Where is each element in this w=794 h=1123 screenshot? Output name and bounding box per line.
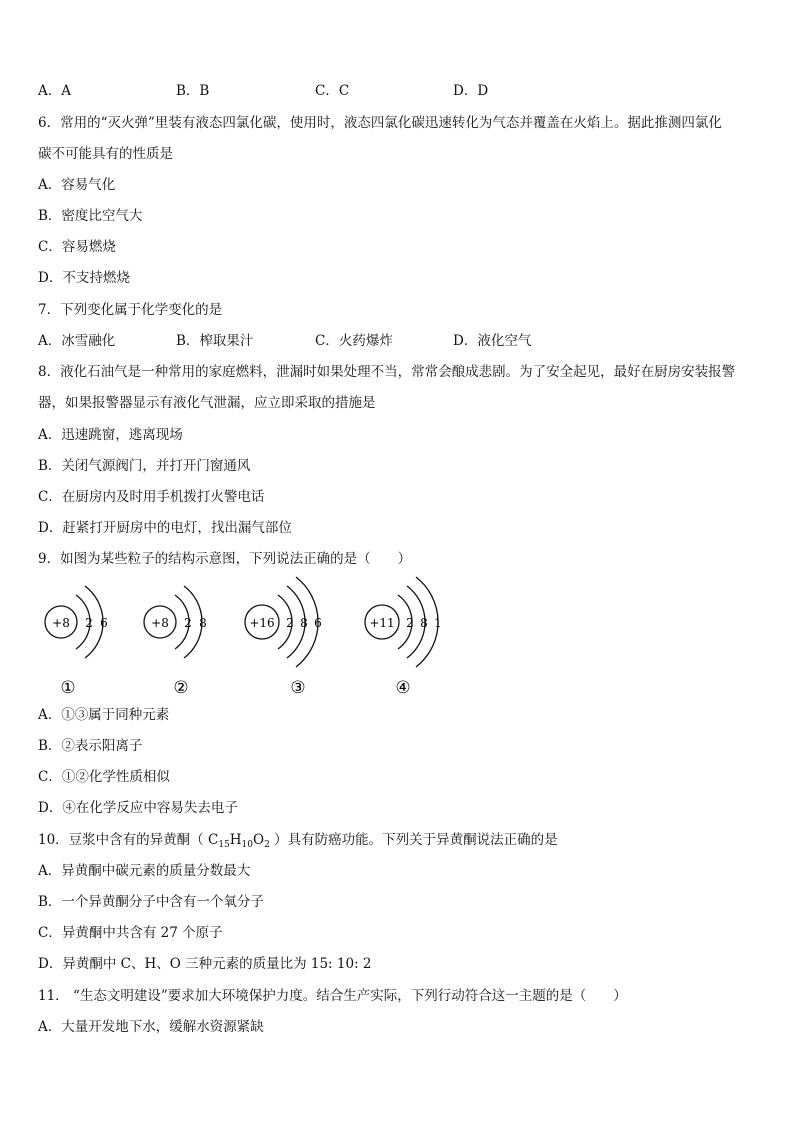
atom-3-shell-1: 2 — [286, 616, 294, 630]
atom-1-label: ① — [60, 678, 76, 698]
atom-3-shell-2: 8 — [300, 616, 308, 630]
atom-2-nucleus: +8 — [151, 616, 169, 630]
atom-4-nucleus: +11 — [369, 616, 395, 630]
q6-option-c: C．容易燃烧 — [38, 239, 116, 255]
q5-option-c: C．C — [315, 83, 350, 99]
atom-3-nucleus: +16 — [249, 616, 275, 630]
q8-stem-line2: 器，如果报警器显示有液化气泄漏，应立即采取的措施是 — [38, 395, 376, 411]
q10-option-c: C．异黄酮中共含有 27 个原子 — [38, 925, 223, 941]
atom-1-shell-2: 6 — [100, 616, 108, 630]
q10-stem-post: ）具有防癌功能。下列关于异黄酮说法正确的是 — [269, 832, 558, 848]
q8-option-a: A．迅速跳窗，逃离现场 — [38, 427, 183, 443]
q10-stem — [38, 831, 558, 854]
q9-option-c: C．①②化学性质相似 — [38, 769, 170, 785]
q8-option-d: D．赶紧打开厨房中的电灯，找出漏气部位 — [38, 520, 292, 536]
q10-sub-o: 2 — [264, 840, 270, 850]
q5-option-a: A．A — [38, 83, 71, 99]
q11-stem: 11． “生态文明建设”要求加大环境保护力度。结合生产实际，下列行动符合这一主题的是（ ） — [38, 988, 627, 1004]
atom-2-shell-1: 2 — [184, 616, 192, 630]
atom-structure-diagrams — [38, 575, 478, 700]
q6-option-a: A．容易气化 — [38, 177, 116, 193]
q10-option-b: B．一个异黄酮分子中含有一个氧分子 — [38, 894, 264, 910]
atom-4-shell-2: 8 — [420, 616, 428, 630]
q10-h: H — [229, 832, 242, 848]
atom-2-label: ② — [173, 678, 189, 698]
atom-diagram-2 — [144, 586, 207, 698]
q8-option-b: B．关闭气源阀门，并打开门窗通风 — [38, 458, 251, 474]
atom-4-label: ④ — [395, 678, 411, 698]
atom-4-shell-1: 2 — [406, 616, 414, 630]
q7-option-a: A．冰雪融化 — [38, 333, 116, 349]
q6-option-d: D．不支持燃烧 — [38, 270, 130, 286]
q9-option-a: A．①③属于同种元素 — [38, 707, 170, 723]
q8-stem-line1: 8．液化石油气是一种常用的家庭燃料，泄漏时如果处理不当，常常会酿成悲剧。为了安全起见，最好在厨房安装报警 — [38, 364, 736, 380]
q6-stem-line2: 碳不可能具有的性质是 — [38, 146, 173, 162]
q6-stem-line1: 6．常用的“灭火弹”里装有液态四氯化碳，使用时，液态四氯化碳迅速转化为气态并覆盖在火焰上。据此推测四氯化 — [38, 115, 722, 131]
q5-option-d: D．D — [453, 83, 489, 99]
q11-option-a: A．大量开发地下水，缓解水资源紧缺 — [38, 1019, 264, 1035]
q7-option-c: C．火药爆炸 — [315, 333, 393, 349]
q7-stem: 7．下列变化属于化学变化的是 — [38, 302, 223, 318]
q10-sub-h: 10 — [241, 840, 253, 850]
q10-option-a: A．异黄酮中碳元素的质量分数最大 — [38, 863, 251, 879]
q5-option-b: B．B — [176, 83, 210, 99]
atom-diagram-4 — [365, 577, 442, 698]
atom-2-shell-2: 8 — [199, 616, 207, 630]
q9-stem: 9．如图为某些粒子的结构示意图，下列说法正确的是（ ） — [38, 551, 412, 567]
q7-option-b: B．榨取果汁 — [176, 333, 254, 349]
atom-3-shell-3: 6 — [314, 616, 322, 630]
atom-1-shell-1: 2 — [85, 616, 93, 630]
q10-stem-pre: 10．豆浆中含有的异黄酮（ C — [38, 832, 219, 848]
atom-diagram-3 — [245, 577, 322, 698]
atom-1-nucleus: +8 — [52, 616, 70, 630]
q10-option-d: D．异黄酮中 C、H、O 三种元素的质量比为 15: 10: 2 — [38, 956, 372, 972]
q7-option-d: D．液化空气 — [453, 333, 532, 349]
q9-option-b: B．②表示阳离子 — [38, 738, 143, 754]
q10-sub-c: 15 — [218, 840, 230, 850]
q8-option-c: C．在厨房内及时用手机拨打火警电话 — [38, 489, 265, 505]
q9-option-d: D．④在化学反应中容易失去电子 — [38, 800, 238, 816]
q6-option-b: B．密度比空气大 — [38, 208, 143, 224]
atom-4-shell-3: 1 — [434, 616, 442, 630]
atom-diagram-1 — [45, 586, 108, 698]
q10-o: O — [253, 832, 265, 848]
atom-3-label: ③ — [290, 678, 306, 698]
